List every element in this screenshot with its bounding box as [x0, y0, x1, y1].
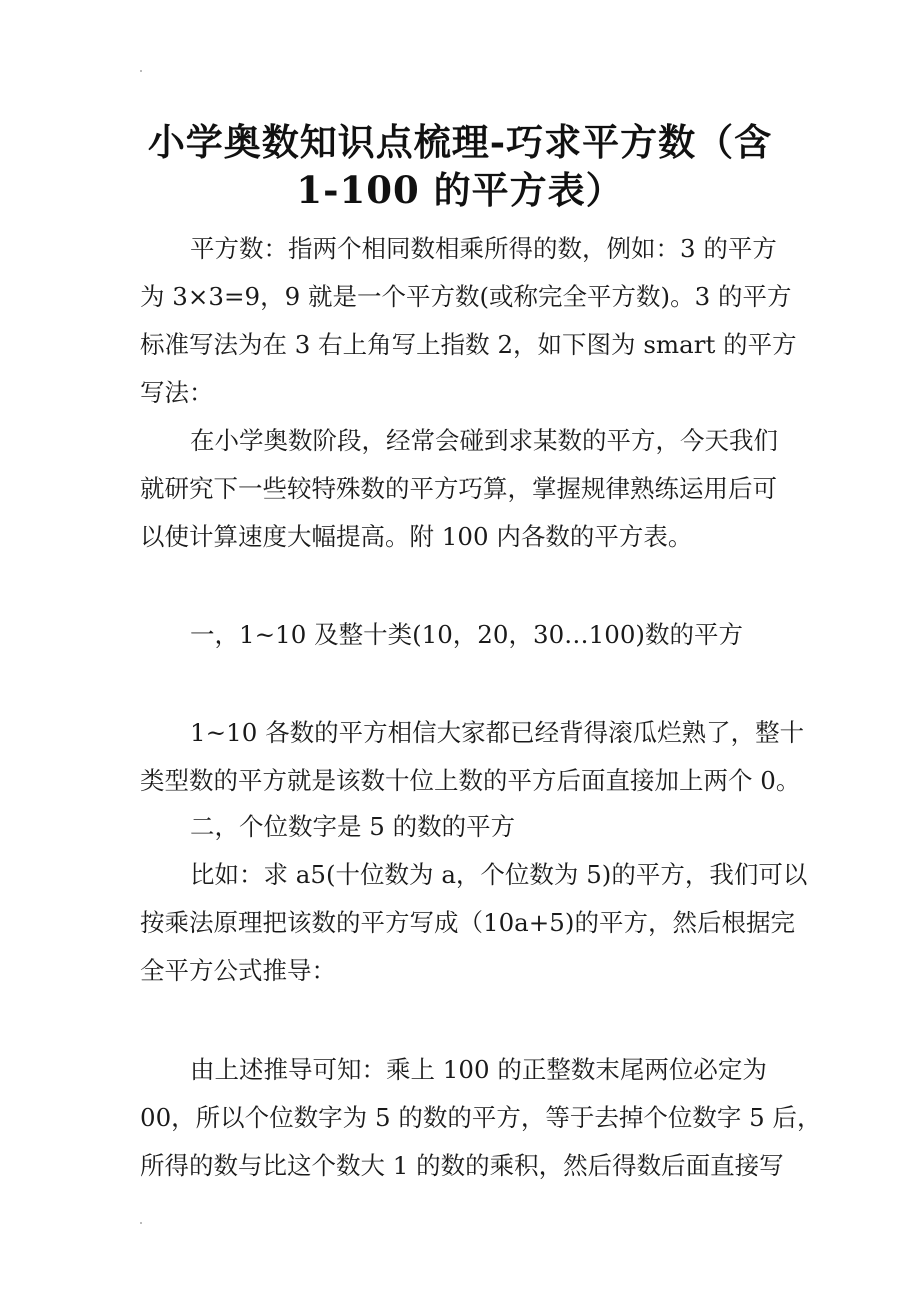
page-corner-mark-top: [140, 70, 142, 72]
paragraph-4-line-1: 比如：求 a5(十位数为 a，个位数为 5)的平方，我们可以: [190, 860, 808, 889]
paragraph-2-line-1: 在小学奥数阶段，经常会碰到求某数的平方，今天我们: [190, 426, 778, 455]
document-title-line-1: 小学奥数知识点梳理-巧求平方数（含: [147, 120, 773, 164]
paragraph-4-line-3: 全平方公式推导：: [140, 956, 336, 985]
paragraph-5-line-2: 00，所以个位数字为 5 的数的平方，等于去掉个位数字 5 后，: [140, 1103, 822, 1132]
paragraph-2-line-3: 以使计算速度大幅提高。附 100 内各数的平方表。: [140, 522, 693, 551]
paragraph-3-line-1: 1~10 各数的平方相信大家都已经背得滚瓜烂熟了，整十: [190, 718, 805, 747]
section-heading-1: 一，1~10 及整十类(10，20，30…100)数的平方: [190, 620, 743, 649]
paragraph-5-line-3: 所得的数与比这个数大 1 的数的乘积，然后得数后面直接写: [140, 1151, 784, 1180]
page-corner-mark-bottom: [140, 1222, 142, 1224]
paragraph-3-line-2: 类型数的平方就是该数十位上数的平方后面直接加上两个 0。: [140, 766, 801, 795]
paragraph-1-line-1: 平方数：指两个相同数相乘所得的数，例如：3 的平方: [190, 234, 777, 263]
document-title-line-2: 1-100 的平方表）: [296, 168, 624, 212]
paragraph-1-line-3: 标准写法为在 3 右上角写上指数 2，如下图为 smart 的平方: [140, 330, 797, 359]
paragraph-5-line-1: 由上述推导可知：乘上 100 的正整数末尾两位必定为: [190, 1055, 767, 1084]
paragraph-1-line-4: 写法：: [140, 378, 214, 407]
paragraph-2-line-2: 就研究下一些较特殊数的平方巧算，掌握规律熟练运用后可: [140, 474, 777, 503]
paragraph-4-line-2: 按乘法原理把该数的平方写成（10a+5)的平方，然后根据完: [140, 908, 795, 937]
paragraph-1-line-2: 为 3×3=9，9 就是一个平方数(或称完全平方数)。3 的平方: [140, 282, 792, 311]
section-heading-2: 二，个位数字是 5 的数的平方: [190, 812, 516, 841]
